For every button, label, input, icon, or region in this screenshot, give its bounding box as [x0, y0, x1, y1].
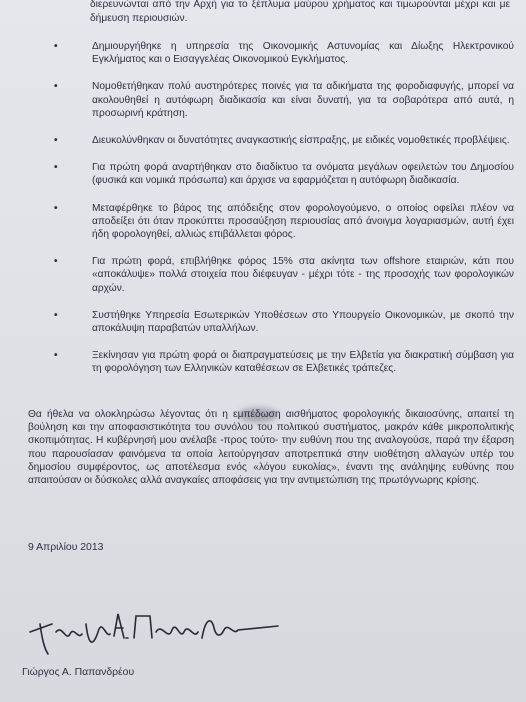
bullet-text: Συστήθηκε Υπηρεσία Εσωτερικών Υποθέσεων στο Υπουργείο Οικονομικών, με σκοπό την αποκάλυψη παραβατών υπαλλήλων. [92, 309, 514, 335]
bullet-marker: • [54, 350, 58, 362]
bullet-item [54, 161, 514, 187]
bullet-marker: • [54, 256, 58, 268]
signatory-name: Γιώργος Α. Παπανδρέου [22, 667, 135, 678]
bullet-marker: • [54, 81, 58, 93]
top-fragment-text: διερευνώνται από την Αρχή για το ξέπλυμα μαύρου χρήματος και τιμωρούνται μέχρι και με δήμευση περιουσιών. [90, 0, 510, 24]
closing-paragraph: Θα ήθελα να ολοκληρώσω λέγοντας ότι η εμπέδωση αισθήματος φορολογικής δικαιοσύνης, απαιτεί τη βούληση και την αποφασιστικότητα του συνόλου του πολιτικού συστήματος, μακράν κάθε μικροπολιτικής σκοπιμότητας. Η κυβέρνησή μου ανέλαβε -προς τούτο- την ευθύνη που της αναλογούσε, παρά την έξαρση που παρουσίασαν φαινόμενα τα οποία λειτούργησαν αποτρεπτικά στην υιοθέτηση αλλαγών υπέρ του δημοσίου συμφέροντος, ως αποτέλεσμα ενός «λόγου ευκολίας», έναντι της ανάληψης ευθύνης που απαιτούσαν οι δύσκολες αλλά αναγκαίες αποφάσεις για την αντιμετώπιση της πρωτόγνωρης κρίσης. [28, 409, 514, 487]
bullet-text: Μεταφέρθηκε το βάρος της απόδειξης στον φορολογούμενο, ο οποίος οφείλει πλέον να αποδείξει ότι όταν προκύπτει προσαύξηση περιουσίας από άνοιγμα λογαριασμών, αυτή έχει ήδη φορολογηθεί, αλλιώς επιβάλλεται φόρος. [92, 202, 514, 241]
bullet-item [54, 309, 514, 335]
bullet-text: Διευκολύνθηκαν οι δυνατότητες αναγκαστικής είσπραξης, με ειδικές νομοθετικές προβλέψεις. [92, 135, 510, 147]
bullet-text: Δημιουργήθηκε η υπηρεσία της Οικονομικής Αστυνομίας και Δίωξης Ηλεκτρονικού Εγκλήματος και ο Εισαγγελέας Οικονομικού Εγκλήματος. [92, 41, 514, 66]
bullet-item [54, 202, 514, 242]
bullet-marker: • [54, 162, 58, 174]
bullet-marker: • [54, 135, 58, 147]
bullet-text: Ξεκίνησαν για πρώτη φορά οι διαπραγματεύσεις με την Ελβετία για διακρατική σύμβαση για τη φορολόγηση των Ελληνικών καταθέσεων σε Ελβετικές τράπεζες. [92, 350, 514, 375]
bullet-item [54, 80, 514, 120]
bullet-list [54, 40, 514, 390]
letter-date: 9 Απριλίου 2013 [28, 542, 104, 553]
bullet-marker: • [54, 41, 58, 52]
handwritten-signature [22, 594, 282, 664]
bullet-item [54, 40, 514, 66]
bullet-marker: • [54, 202, 58, 214]
bullet-item [54, 134, 514, 147]
bullet-item [54, 349, 514, 375]
bullet-marker: • [54, 309, 58, 321]
bullet-item [54, 255, 514, 295]
bullet-text: Για πρώτη φορά, επιβλήθηκε φόρος 15% στα ακίνητα των offshore εταιριών, κάτι που «αποκάλυψε» πολλά στοιχεία που διέφευγαν - μέχρι τότε - της προσοχής των φορολογικών αρχών. [92, 256, 514, 294]
ink-smudge [238, 408, 278, 422]
bullet-text: Για πρώτη φορά αναρτήθηκαν στο διαδίκτυο τα ονόματα μεγάλων οφειλετών του Δημοσίου (φυσικά και νομικά πρόσωπα) και άρχισε να εφαρμόζεται η αυτόφωρη διαδικασία. [92, 162, 514, 187]
bullet-text: Νομοθετήθηκαν πολύ αυστηρότερες ποινές για τα αδικήματα της φοροδιαφυγής, μπορεί να ακολουθηθεί η αυτόφωρη διαδικασία και είναι δυνατή, για τα σοβαρότερα από αυτά, η προσωρινή κράτηση. [92, 81, 514, 119]
